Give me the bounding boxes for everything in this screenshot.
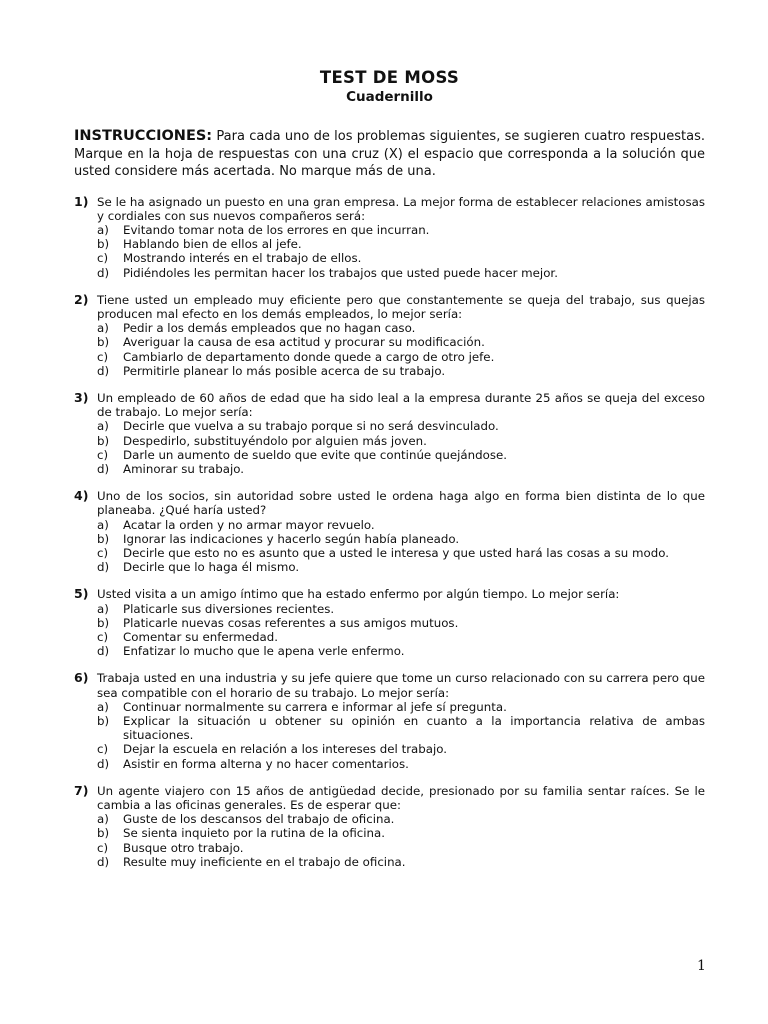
- question-body: [97, 391, 705, 476]
- option-text: Comentar su enfermedad.: [123, 629, 279, 644]
- question-number: 1): [74, 193, 89, 209]
- question-text: Se le ha asignado un puesto en una gran empresa. La mejor forma de establecer relaciones amistosas y cordiales con sus nuevos compañeros será:: [97, 194, 705, 223]
- answer-option: [97, 448, 705, 462]
- option-letter: a): [97, 419, 109, 434]
- question-text: Un empleado de 60 años de edad que ha sido leal a la empresa durante 25 años se queja del exceso de trabajo. Lo mejor sería:: [97, 390, 705, 420]
- question-number: 6): [74, 670, 89, 686]
- option-letter: a): [97, 812, 109, 827]
- option-letter: c): [97, 545, 109, 560]
- question-body: [97, 489, 705, 574]
- answer-option: [97, 616, 705, 630]
- option-letter: c): [97, 251, 109, 266]
- option-letter: d): [97, 644, 110, 659]
- question-number: 3): [74, 389, 89, 405]
- option-text: Aminorar su trabajo.: [123, 461, 245, 476]
- option-text: Enfatizar lo mucho que le apena verle enfermo.: [123, 644, 405, 659]
- document-page: [74, 68, 705, 882]
- option-text: Platicarle nuevas cosas referentes a sus amigos mutuos.: [123, 615, 459, 630]
- question-body: [97, 671, 705, 770]
- option-text: Pidiéndoles les permitan hacer los trabajos que usted puede hacer mejor.: [123, 265, 558, 280]
- answer-option: [97, 251, 705, 265]
- instructions-label: INSTRUCCIONES:: [74, 128, 213, 144]
- option-text: Decirle que vuelva a su trabajo porque si no será desvinculado.: [123, 419, 499, 434]
- question-text: Uno de los socios, sin autoridad sobre usted le ordena haga algo en forma bien distinta de lo que planeaba. ¿Qué haría usted?: [97, 489, 705, 518]
- question-1: [74, 195, 705, 280]
- answer-option: [97, 419, 705, 433]
- page-number: 1: [697, 958, 706, 974]
- document-title: TEST DE MOSS: [319, 68, 460, 87]
- answer-option: [97, 700, 705, 714]
- option-text: Darle un aumento de sueldo que evite que continúe quejándose.: [123, 447, 507, 462]
- question-number: 2): [74, 291, 89, 307]
- option-text: Platicarle sus diversiones recientes.: [123, 601, 335, 616]
- question-number: 4): [74, 488, 89, 504]
- question-text: Tiene usted un empleado muy eficiente pero que constantemente se queja del trabajo, sus quejas producen mal efecto en los demás empleados, lo mejor sería:: [97, 292, 705, 321]
- instructions-text: Para cada uno de los problemas siguientes, se sugieren cuatro respuestas. Marque en la hoja de respuestas con una cruz (X) el espacio que corresponda a la solución que usted considere más acertada. No marque más de una.: [74, 129, 705, 179]
- option-letter: c): [97, 840, 109, 855]
- answer-option: [97, 364, 705, 378]
- option-text: Resulte muy ineficiente en el trabajo de oficina.: [123, 854, 406, 869]
- option-text: Acatar la orden y no armar mayor revuelo.: [123, 517, 375, 532]
- answer-option: [97, 812, 705, 826]
- answer-option: [97, 434, 705, 448]
- answer-option: [97, 237, 705, 251]
- answer-option: [97, 714, 705, 742]
- option-text: Guste de los descansos del trabajo de oficina.: [123, 812, 395, 827]
- question-4: [74, 489, 705, 574]
- instructions: [74, 128, 705, 181]
- question-list: [74, 195, 705, 870]
- option-letter: c): [97, 349, 109, 364]
- option-text: Decirle que esto no es asunto que a usted le interesa y que usted hará las cosas a su modo.: [123, 545, 669, 560]
- question-6: [74, 671, 705, 770]
- answer-option: [97, 841, 705, 855]
- option-letter: b): [97, 615, 110, 630]
- option-letter: a): [97, 699, 109, 714]
- answer-option: [97, 855, 705, 869]
- question-body: [97, 587, 705, 658]
- answer-option: [97, 630, 705, 644]
- option-letter: a): [97, 517, 109, 532]
- option-text: Busque otro trabajo.: [123, 840, 244, 855]
- option-text: Se sienta inquieto por la rutina de la oficina.: [123, 826, 385, 841]
- answer-option: [97, 462, 705, 476]
- option-letter: b): [97, 433, 110, 448]
- option-letter: d): [97, 461, 110, 476]
- answer-option: [97, 321, 705, 335]
- option-text: Averiguar la causa de esa actitud y procurar su modificación.: [123, 335, 485, 350]
- option-letter: b): [97, 335, 110, 350]
- question-body: [97, 293, 705, 378]
- option-letter: b): [97, 531, 110, 546]
- answer-option: [97, 602, 705, 616]
- answer-option: [97, 223, 705, 237]
- option-text: Asistir en forma alterna y no hacer comentarios.: [123, 756, 409, 771]
- question-5: [74, 587, 705, 658]
- question-text: Un agente viajero con 15 años de antigüedad decide, presionado por su familia sentar raíces. Se le cambia a las oficinas generales. Es de esperar que:: [97, 783, 705, 813]
- answer-option: [97, 757, 705, 771]
- option-letter: d): [97, 363, 110, 378]
- option-letter: a): [97, 601, 109, 616]
- option-letter: d): [97, 854, 110, 869]
- answer-option: [97, 826, 705, 840]
- question-number: 7): [74, 782, 89, 798]
- option-letter: d): [97, 560, 110, 575]
- option-letter: d): [97, 265, 110, 280]
- option-text: Continuar normalmente su carrera e informar al jefe sí pregunta.: [123, 699, 507, 714]
- option-text: Permitirle planear lo más posible acerca de su trabajo.: [123, 363, 446, 378]
- document-subtitle: Cuadernillo: [346, 89, 433, 105]
- question-number: 5): [74, 586, 89, 602]
- question-text: Trabaja usted en una industria y su jefe quiere que tome un curso relacionado con su carrera pero que sea compatible con el horario de su trabajo. Lo mejor sería:: [97, 671, 705, 700]
- option-text: Cambiarlo de departamento donde quede a cargo de otro jefe.: [123, 349, 495, 364]
- answer-option: [97, 266, 705, 280]
- question-3: [74, 391, 705, 476]
- option-letter: c): [97, 629, 109, 644]
- option-letter: d): [97, 756, 110, 771]
- answer-option: [97, 350, 705, 364]
- answer-option: [97, 532, 705, 546]
- option-text: Decirle que lo haga él mismo.: [123, 560, 300, 575]
- option-letter: b): [97, 237, 110, 252]
- option-text: Evitando tomar nota de los errores en que incurran.: [123, 222, 430, 237]
- option-text: Despedirlo, substituyéndolo por alguien más joven.: [123, 433, 427, 448]
- option-letter: c): [97, 742, 109, 757]
- option-letter: a): [97, 222, 109, 237]
- option-text: Ignorar las indicaciones y hacerlo según había planeado.: [123, 531, 460, 546]
- option-text: Mostrando interés en el trabajo de ellos.: [123, 251, 362, 266]
- option-letter: b): [97, 826, 110, 841]
- option-text: Hablando bien de ellos al jefe.: [123, 237, 302, 252]
- answer-option: [97, 644, 705, 658]
- option-text: Dejar la escuela en relación a los intereses del trabajo.: [123, 742, 448, 757]
- answer-option: [97, 560, 705, 574]
- question-7: [74, 784, 705, 869]
- answer-option: [97, 742, 705, 756]
- option-text: Explicar la situación u obtener su opinión en cuanto a la importancia relativa de ambas situaciones.: [123, 714, 705, 743]
- question-text: Usted visita a un amigo íntimo que ha estado enfermo por algún tiempo. Lo mejor sería:: [97, 587, 620, 602]
- option-letter: a): [97, 321, 109, 336]
- question-2: [74, 293, 705, 378]
- question-body: [97, 195, 705, 280]
- question-body: [97, 784, 705, 869]
- answer-option: [97, 518, 705, 532]
- option-letter: b): [97, 714, 110, 728]
- answer-option: [97, 335, 705, 349]
- option-letter: c): [97, 447, 109, 462]
- answer-option: [97, 546, 705, 560]
- option-text: Pedir a los demás empleados que no hagan caso.: [123, 321, 416, 336]
